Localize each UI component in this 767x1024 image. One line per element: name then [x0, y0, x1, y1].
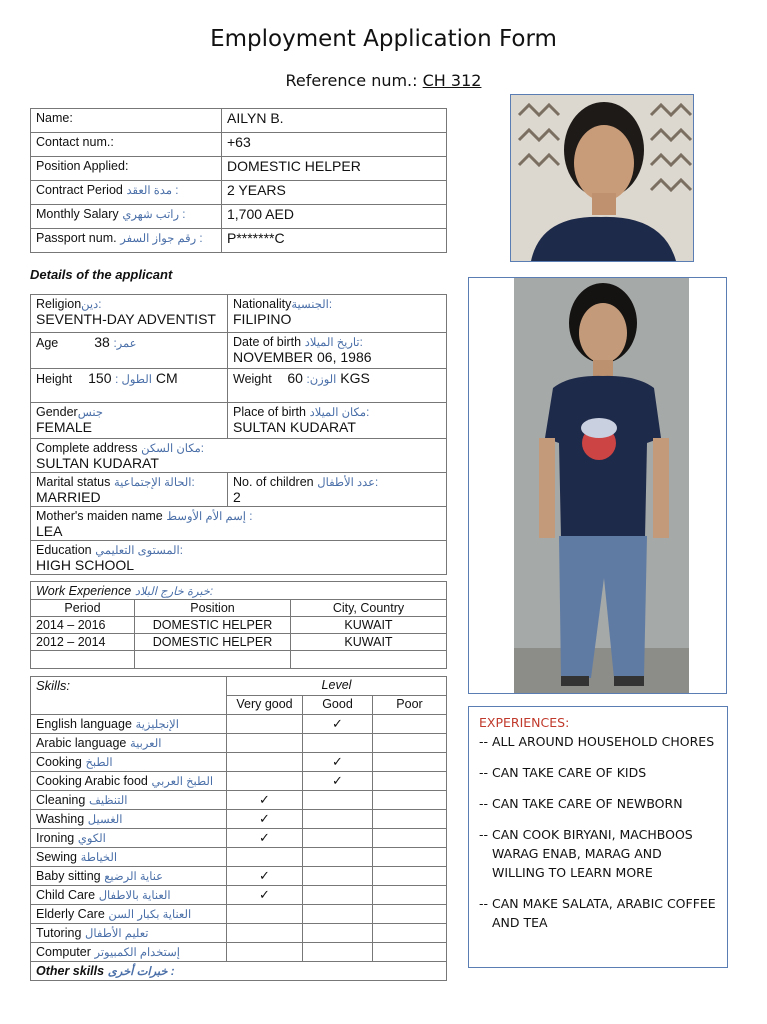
table-row	[31, 753, 447, 772]
skill-name: Child Care العناية بالاطفال	[31, 886, 227, 905]
skill-level-very-good	[227, 715, 303, 734]
check-icon: ✓	[259, 792, 270, 807]
skill-level-good	[303, 943, 373, 962]
table-row	[31, 734, 447, 753]
skill-name: Arabic language العربية	[31, 734, 227, 753]
applicant-photo-full	[468, 277, 727, 694]
skill-level-very-good	[227, 734, 303, 753]
check-icon: ✓	[259, 887, 270, 902]
experience-line: -- CAN TAKE CARE OF NEWBORN	[479, 796, 683, 811]
education-cell: Education المستوى التعليمي: HIGH SCHOOL	[31, 541, 447, 575]
table-row	[31, 886, 447, 905]
table-row	[31, 157, 447, 181]
details-table	[30, 294, 447, 575]
basic-value: DOMESTIC HELPER	[222, 157, 447, 181]
skill-level-poor	[373, 734, 447, 753]
check-icon: ✓	[259, 811, 270, 826]
col-good: Good	[303, 696, 373, 715]
basic-info-table	[30, 108, 447, 253]
basic-value: +63	[222, 133, 447, 157]
skill-level-poor	[373, 810, 447, 829]
table-row	[31, 943, 447, 962]
work-period: 2014 – 2016	[31, 617, 135, 634]
check-icon: ✓	[332, 716, 343, 731]
experience-line: WILLING TO LEARN MORE	[492, 865, 653, 880]
table-row	[31, 715, 447, 734]
experience-item	[479, 894, 717, 932]
ref-label: Reference num.:	[285, 71, 418, 90]
skills-heading: Skills:	[31, 677, 227, 715]
skill-level-very-good	[227, 772, 303, 791]
table-row	[31, 791, 447, 810]
level-heading: Level	[227, 677, 447, 696]
table-row	[31, 634, 447, 651]
dob-value: NOVEMBER 06, 1986	[233, 349, 372, 365]
work-position: DOMESTIC HELPER	[135, 634, 291, 651]
col-city: City, Country	[291, 600, 447, 617]
experience-line: WARAG ENAB, MARAG AND	[492, 846, 662, 861]
basic-label: Passport num. رقم جواز السفر :	[31, 229, 222, 253]
table-row	[31, 617, 447, 634]
basic-value: P*******C	[222, 229, 447, 253]
children-cell: No. of children عدد الأطفال: 2	[228, 473, 447, 507]
weight-value: 60 KGS	[287, 370, 370, 386]
table-row	[31, 924, 447, 943]
reference-number	[0, 71, 767, 90]
skill-name: Sewing الخياطة	[31, 848, 227, 867]
skill-level-poor	[373, 753, 447, 772]
skill-level-very-good	[227, 867, 303, 886]
skill-level-very-good	[227, 886, 303, 905]
pob-cell: Place of birth مكان الميلاد: SULTAN KUDARAT	[228, 403, 447, 439]
gender-value: FEMALE	[36, 419, 93, 435]
col-position: Position	[135, 600, 291, 617]
table-row	[31, 651, 447, 669]
other-skills: Other skills خبرات أخرى :	[31, 962, 447, 981]
nationality-cell: Nationalityالجنسية: FILIPINO	[228, 295, 447, 333]
experience-line: -- CAN TAKE CARE OF KIDS	[479, 765, 647, 780]
skill-level-good	[303, 905, 373, 924]
basic-label: Name:	[31, 109, 222, 133]
skill-level-very-good	[227, 924, 303, 943]
skill-level-poor	[373, 848, 447, 867]
table-row	[31, 829, 447, 848]
skill-level-good	[303, 829, 373, 848]
page-title: Employment Application Form	[210, 26, 557, 52]
basic-label: Contact num.:	[31, 133, 222, 157]
skill-level-good	[303, 772, 373, 791]
basic-label: Monthly Salary راتب شهري :	[31, 205, 222, 229]
skill-level-poor	[373, 791, 447, 810]
skill-name: Tutoring تعليم الأطفال	[31, 924, 227, 943]
basic-value: 1,700 AED	[222, 205, 447, 229]
table-row	[31, 109, 447, 133]
col-period: Period	[31, 600, 135, 617]
skill-level-poor	[373, 905, 447, 924]
table-row	[31, 905, 447, 924]
skill-level-very-good	[227, 943, 303, 962]
skill-name: Cooking Arabic food الطبخ العربي	[31, 772, 227, 791]
height-value: 150 CM	[88, 370, 178, 386]
address-cell: Complete address مكان السكن: SULTAN KUDARAT	[31, 439, 447, 473]
skill-name: Washing الغسيل	[31, 810, 227, 829]
check-icon: ✓	[332, 773, 343, 788]
skill-level-poor	[373, 867, 447, 886]
age-value: 38	[94, 334, 110, 350]
table-row	[31, 229, 447, 253]
skill-name: Ironing الكوي	[31, 829, 227, 848]
gender-cell: Genderجنس FEMALE	[31, 403, 228, 439]
skill-level-very-good	[227, 905, 303, 924]
age-cell: Age عمر: 38	[31, 333, 228, 369]
work-experience-table	[30, 581, 447, 669]
table-row	[31, 810, 447, 829]
table-row	[31, 772, 447, 791]
table-row	[31, 867, 447, 886]
check-icon: ✓	[332, 754, 343, 769]
table-row	[31, 181, 447, 205]
experiences-box	[468, 706, 728, 968]
work-city: KUWAIT	[291, 634, 447, 651]
experience-item	[479, 825, 717, 882]
basic-label: Position Applied:	[31, 157, 222, 181]
skill-level-good	[303, 791, 373, 810]
marital-cell: Marital status الحالة الإجتماعية: MARRIED	[31, 473, 228, 507]
basic-value: AILYN B.	[222, 109, 447, 133]
height-cell: Height الطول : 150 CM	[31, 369, 228, 403]
marital-value: MARRIED	[36, 489, 101, 505]
religion-value: SEVENTH-DAY ADVENTIST	[36, 311, 216, 327]
dob-cell: Date of birth تاريخ الميلاد: NOVEMBER 06, 1986	[228, 333, 447, 369]
skill-level-good	[303, 715, 373, 734]
skill-level-very-good	[227, 810, 303, 829]
table-row	[31, 848, 447, 867]
skill-level-poor	[373, 924, 447, 943]
skill-name: Cooking الطبخ	[31, 753, 227, 772]
address-value: SULTAN KUDARAT	[36, 455, 159, 471]
skill-level-good	[303, 810, 373, 829]
experience-line: AND TEA	[492, 915, 548, 930]
skill-level-very-good	[227, 848, 303, 867]
skill-level-good	[303, 753, 373, 772]
skill-level-good	[303, 886, 373, 905]
experience-item	[479, 763, 717, 782]
work-position: DOMESTIC HELPER	[135, 617, 291, 634]
skill-level-poor	[373, 772, 447, 791]
col-poor: Poor	[373, 696, 447, 715]
basic-label: Contract Period مدة العقد :	[31, 181, 222, 205]
experiences-title: EXPERIENCES:	[479, 715, 570, 730]
mother-value: LEA	[36, 523, 63, 539]
skill-level-good	[303, 848, 373, 867]
experience-line: -- CAN COOK BIRYANI, MACHBOOS	[479, 827, 693, 842]
experience-line: -- CAN MAKE SALATA, ARABIC COFFEE	[479, 896, 716, 911]
skill-level-good	[303, 867, 373, 886]
skill-name: English language الإنجليزية	[31, 715, 227, 734]
applicant-photo-portrait	[510, 94, 694, 262]
experience-item	[479, 732, 717, 751]
check-icon: ✓	[259, 868, 270, 883]
skill-level-poor	[373, 886, 447, 905]
skill-name: Baby sitting عناية الرضيع	[31, 867, 227, 886]
work-period: 2012 – 2014	[31, 634, 135, 651]
work-heading: Work Experience خبرة خارج البلاد:	[31, 582, 447, 600]
skill-level-very-good	[227, 829, 303, 848]
col-very-good: Very good	[227, 696, 303, 715]
table-row	[31, 205, 447, 229]
skill-level-very-good	[227, 791, 303, 810]
skill-level-poor	[373, 715, 447, 734]
nationality-value: FILIPINO	[233, 311, 292, 327]
mother-cell: Mother's maiden name إسم الأم الأوسط : LEA	[31, 507, 447, 541]
details-heading: Details of the applicant	[30, 267, 173, 282]
check-icon: ✓	[259, 830, 270, 845]
table-row	[31, 133, 447, 157]
skill-level-good	[303, 924, 373, 943]
skills-table	[30, 676, 447, 981]
skill-level-good	[303, 734, 373, 753]
skill-name: Cleaning التنظيف	[31, 791, 227, 810]
ref-value: CH 312	[422, 71, 482, 90]
religion-cell: Religionدين: SEVENTH-DAY ADVENTIST	[31, 295, 228, 333]
pob-value: SULTAN KUDARAT	[233, 419, 356, 435]
experience-line: -- ALL AROUND HOUSEHOLD CHORES	[479, 734, 715, 749]
basic-value: 2 YEARS	[222, 181, 447, 205]
education-value: HIGH SCHOOL	[36, 557, 135, 573]
skill-name: Elderly Care العناية بكبار السن	[31, 905, 227, 924]
experience-item	[479, 794, 717, 813]
weight-cell: Weight الوزن: 60 KGS	[228, 369, 447, 403]
children-value: 2	[233, 489, 241, 505]
work-city: KUWAIT	[291, 617, 447, 634]
skill-level-poor	[373, 943, 447, 962]
skill-level-poor	[373, 829, 447, 848]
skill-level-very-good	[227, 753, 303, 772]
skill-name: Computer إستخدام الكمبيوتر	[31, 943, 227, 962]
